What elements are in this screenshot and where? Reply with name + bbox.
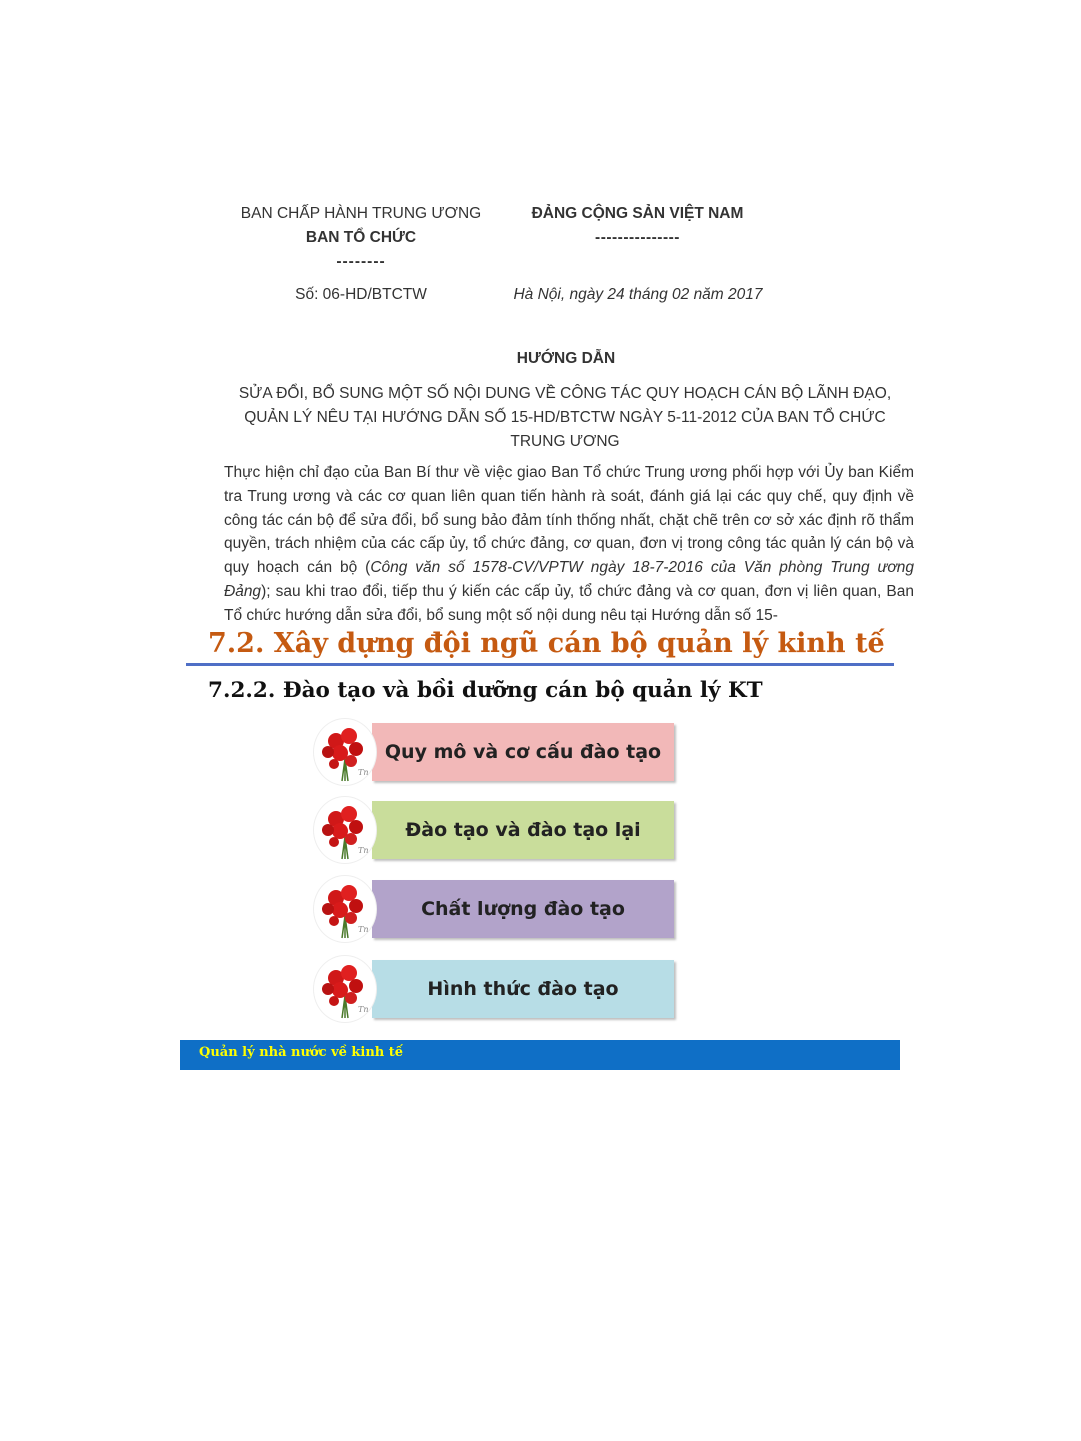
- item-bar: [372, 960, 674, 1018]
- document-number: Số: 06-HD/BTCTW: [295, 286, 427, 303]
- header-left-divider: --------: [336, 253, 386, 270]
- item-label: Quy mô và cơ cấu đào tạo: [384, 741, 662, 763]
- slide-footer-bar: [180, 1040, 900, 1070]
- header-department: BAN TỔ CHỨC: [305, 229, 417, 246]
- item-bar: [372, 723, 674, 781]
- list-item: [314, 956, 678, 1022]
- svg-text:Tn: Tn: [358, 925, 369, 934]
- slide-title: 7.2. Xây dựng đội ngũ cán bộ quản lý kinh tế: [208, 628, 885, 659]
- slide-subtitle: 7.2.2. Đào tạo và bồi dưỡng cán bộ quản lý KT: [208, 678, 763, 703]
- svg-text:Tn: Tn: [358, 1005, 369, 1014]
- slide-footer-text: Quản lý nhà nước về kinh tế: [199, 1045, 404, 1060]
- item-label: Chất lượng đào tạo: [421, 898, 625, 920]
- header-party: ĐẢNG CỘNG SẢN VIỆT NAM: [531, 205, 744, 222]
- list-item: [314, 876, 678, 942]
- document-date: Hà Nội, ngày 24 tháng 02 năm 2017: [513, 286, 763, 303]
- document-paragraph: [224, 461, 914, 628]
- svg-text:Tn: Tn: [358, 768, 369, 777]
- item-label: Hình thức đào tạo: [427, 978, 619, 1000]
- item-bar: [372, 801, 674, 859]
- header-right-divider: ---------------: [595, 229, 680, 246]
- list-item: [314, 719, 678, 785]
- paragraph-text-1: Thực hiện chỉ đạo của Ban Bí thư về việc giao Ban Tổ chức Trung ương phối hợp với Ủy ban Kiểm tra Trung ương và các cơ quan liên quan tiến hành rà soát, đánh giá lại các quy chế, quy định về công tác cán bộ để sửa đổi, bổ sung bảo đảm tính thống nhất, chặt chẽ trên cơ sở xác định rõ thẩm quyền, trách nhiệm của các cấp ủy, tổ chức đảng, cơ quan, đơn vị trong công tác quản lý cán bộ và quy hoạch cán bộ (: [224, 464, 914, 577]
- rose-bouquet-icon: [314, 876, 376, 942]
- paragraph-text-2: ); sau khi trao đổi, tiếp thu ý kiến các cấp ủy, tổ chức đảng và cơ quan, đơn vị liên quan, Ban Tổ chức hướng dẫn sửa đổi, bổ sung một số nội dung nêu tại Hướng dẫn số 15-: [224, 582, 914, 624]
- slide-title-underline: [186, 663, 894, 666]
- list-item: [314, 797, 678, 863]
- item-label: Đào tạo và đào tạo lại: [405, 819, 641, 841]
- rose-bouquet-icon: [314, 956, 376, 1022]
- svg-text:Tn: Tn: [358, 846, 369, 855]
- item-bar: [372, 880, 674, 938]
- paragraph-italic-reference: Công văn số 1578-CV/VPTW ngày 18-7-2016 của Văn phòng Trung ương Đảng: [224, 559, 914, 600]
- document-title: HƯỚNG DẪN: [516, 350, 616, 367]
- header-organization: BAN CHẤP HÀNH TRUNG ƯƠNG: [240, 205, 482, 222]
- rose-bouquet-icon: [314, 719, 376, 785]
- rose-bouquet-icon: [314, 797, 376, 863]
- document-subtitle: SỬA ĐỔI, BỔ SUNG MỘT SỐ NỘI DUNG VỀ CÔNG TÁC QUY HOẠCH CÁN BỘ LÃNH ĐẠO, QUẢN LÝ NÊU TẠI HƯỚNG DẪN SỐ 15-HD/BTCTW NGÀY 5-11-2012 CỦA BAN TỔ CHỨC TRUNG ƯƠNG: [238, 385, 892, 450]
